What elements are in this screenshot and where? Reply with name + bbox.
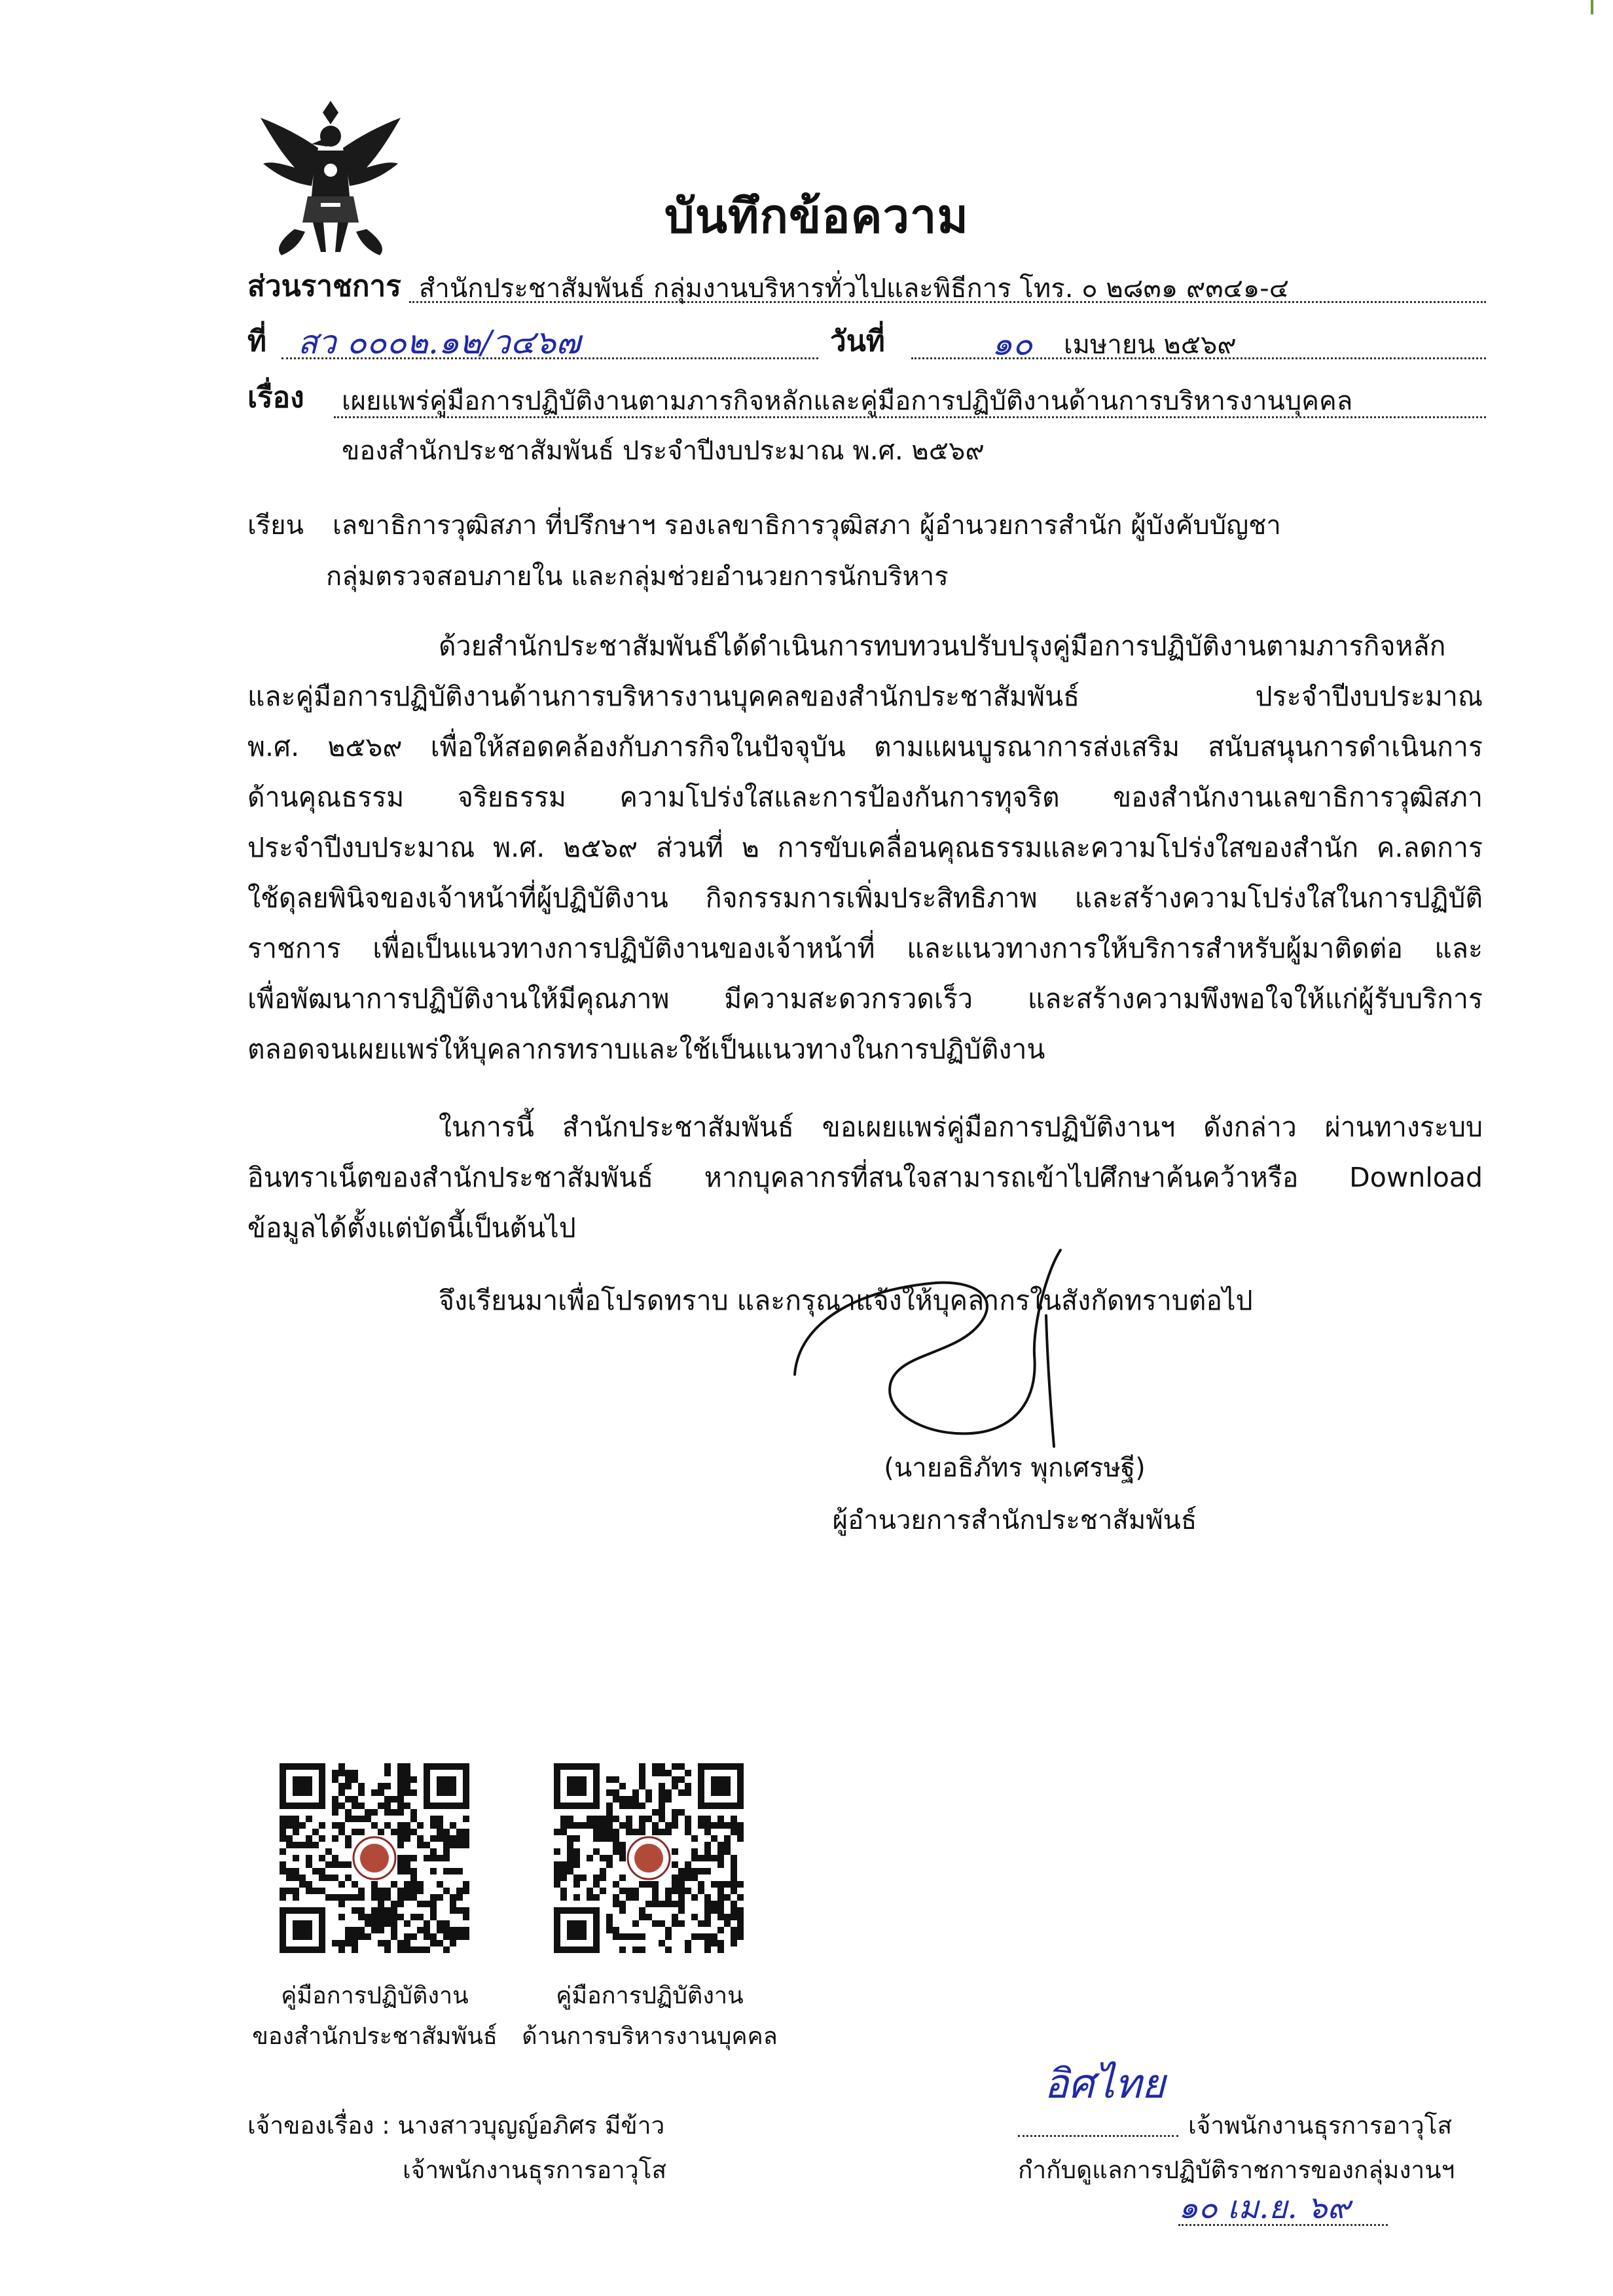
signatory-position: ผู้อำนวยการสำนักประชาสัมพันธ์	[832, 1505, 1197, 1535]
paragraph1-line: ตลอดจนเผยแพร่ให้บุคลากรทราบและใช้เป็นแนวทางในการปฏิบัติงาน	[247, 1033, 1045, 1065]
date-month-year: เมษายน ๒๕๖๙	[1064, 330, 1237, 360]
garuda-emblem-icon	[255, 98, 406, 262]
qr-caption-2-line-1: คู่มือการปฏิบัติงาน	[556, 1982, 744, 2009]
paragraph1-line: ราชการ เพื่อเป็นแนวทางการปฏิบัติงานของเจ้าหน้าที่ และแนวทางการให้บริการสำหรับผู้มาติดต่อ และ	[247, 933, 1483, 964]
qr-caption-1-line-1: คู่มือการปฏิบัติงาน	[281, 1982, 469, 2009]
officer-duty: กำกับดูแลการปฏิบัติราชการของกลุ่มงานฯ	[1018, 2156, 1455, 2184]
paragraph1-line: ด้านคุณธรรม จริยธรรม ความโปร่งใสและการป้องกันการทุจริต ของสำนักงานเลขาธิการวุฒิสภา	[247, 781, 1483, 813]
paragraph1-line: ประจำปีงบประมาณ พ.ศ. ๒๕๖๙ ส่วนที่ ๒ การขับเคลื่อนคุณธรรมและความโปร่งใสของสำนัก ค.ลดการ	[247, 832, 1483, 863]
director-signature	[786, 1244, 1152, 1460]
date-day-handwritten: ๑๐	[992, 325, 1033, 363]
signatory-name: (นายอธิภัทร พุกเศรษฐี)	[884, 1453, 1146, 1483]
owner-line-2: เจ้าพนักงานธุรการอาวุโส	[403, 2156, 667, 2184]
qr-caption-2-line-2: ด้านการบริหารงานบุคคล	[522, 2023, 778, 2050]
handwritten-date: ๑๐ เม.ย. ๖๙	[1178, 2189, 1350, 2226]
salutation-line-1: เลขาธิการวุฒิสภา ที่ปรึกษาฯ รองเลขาธิการวุฒิสภา ผู้อำนวยการสำนัก ผู้บังคับบัญชา	[333, 511, 1281, 541]
paragraph1-line: และคู่มือการปฏิบัติงานด้านการบริหารงานบุคคลของสำนักประชาสัมพันธ์ ประจำปีงบประมาณ	[247, 681, 1483, 712]
officer-title: เจ้าพนักงานธุรการอาวุโส	[1188, 2111, 1453, 2140]
owner-line-1: เจ้าของเรื่อง : นางสาวบุญญ์อภิศร มีข้าว	[247, 2111, 665, 2140]
paragraph2-line: ข้อมูลได้ตั้งแต่บัดนี้เป็นต้นไป	[247, 1212, 576, 1244]
paragraph1-line: พ.ศ. ๒๕๖๙ เพื่อให้สอดคล้องกับภารกิจในปัจจุบัน ตามแผนบูรณาการส่งเสริม สนับสนุนการดำเนินการ	[247, 731, 1483, 762]
date-label: วันที่	[830, 325, 885, 358]
initials-signature: อิศไทย	[1044, 2060, 1165, 2108]
paragraph2-line: ในการนี้ สำนักประชาสัมพันธ์ ขอเผยแพร่คู่มือการปฏิบัติงานฯ ดังกล่าว ผ่านทางระบบ	[439, 1111, 1483, 1143]
subject-line-1: เผยแพร่คู่มือการปฏิบัติงานตามภารกิจหลักและคู่มือการปฏิบัติงานด้านการบริหารงานบุคคล	[342, 386, 1353, 416]
ref-value-handwritten: สว ๐๐๐๒.๑๒/ว๔๖๗	[298, 323, 581, 361]
handwritten-date-dotline	[1178, 2224, 1388, 2226]
paragraph1-line: ใช้ดุลยพินิจของเจ้าหน้าที่ผู้ปฏิบัติงาน กิจกรรมการเพิ่มประสิทธิภาพ และสร้างความโปร่งใสในการปฏิบัติ	[247, 882, 1483, 914]
qr-code-personnel-manual[interactable]	[270, 1754, 479, 1962]
agency-value: สำนักประชาสัมพันธ์ กลุ่มงานบริหารทั่วไปและพิธีการ โทร. ๐ ๒๘๓๑ ๙๓๔๑-๔	[419, 274, 1290, 304]
qr-caption-1-line-2: ของสำนักประชาสัมพันธ์	[252, 2023, 498, 2050]
paragraph1-line: เพื่อพัฒนาการปฏิบัติงานให้มีคุณภาพ มีความสะดวกรวดเร็ว และสร้างความพึงพอใจให้แก่ผู้รับบริการ	[247, 983, 1483, 1014]
initials-dotline	[1018, 2135, 1178, 2137]
agency-label: ส่วนราชการ	[247, 270, 401, 303]
qr-code-admin-manual[interactable]	[545, 1754, 753, 1962]
paragraph1-line: ด้วยสำนักประชาสัมพันธ์ได้ดำเนินการทบทวนปรับปรุงคู่มือการปฏิบัติงานตามภารกิจหลัก	[439, 630, 1446, 662]
subject-line-2: ของสำนักประชาสัมพันธ์ ประจำปีงบประมาณ พ.ศ. ๒๕๖๙	[342, 436, 985, 466]
salutation-line-2: กลุ่มตรวจสอบภายใน และกลุ่มช่วยอำนวยการนักบริหาร	[326, 562, 949, 592]
page-edge-mark	[1591, 0, 1593, 14]
ref-label: ที่	[247, 325, 267, 358]
salutation-label: เรียน	[247, 511, 304, 541]
memo-title: บันทึกข้อความ	[664, 188, 969, 243]
subject-label: เรื่อง	[247, 381, 304, 414]
closing-text: จึงเรียนมาเพื่อโปรดทราบ และกรุณาแจ้งให้บุคลากรในสังกัดทราบต่อไป	[439, 1285, 1253, 1316]
paragraph2-line: อินทราเน็ตของสำนักประชาสัมพันธ์ หากบุคลากรที่สนใจสามารถเข้าไปศึกษาค้นคว้าหรือ Download	[247, 1162, 1483, 1193]
